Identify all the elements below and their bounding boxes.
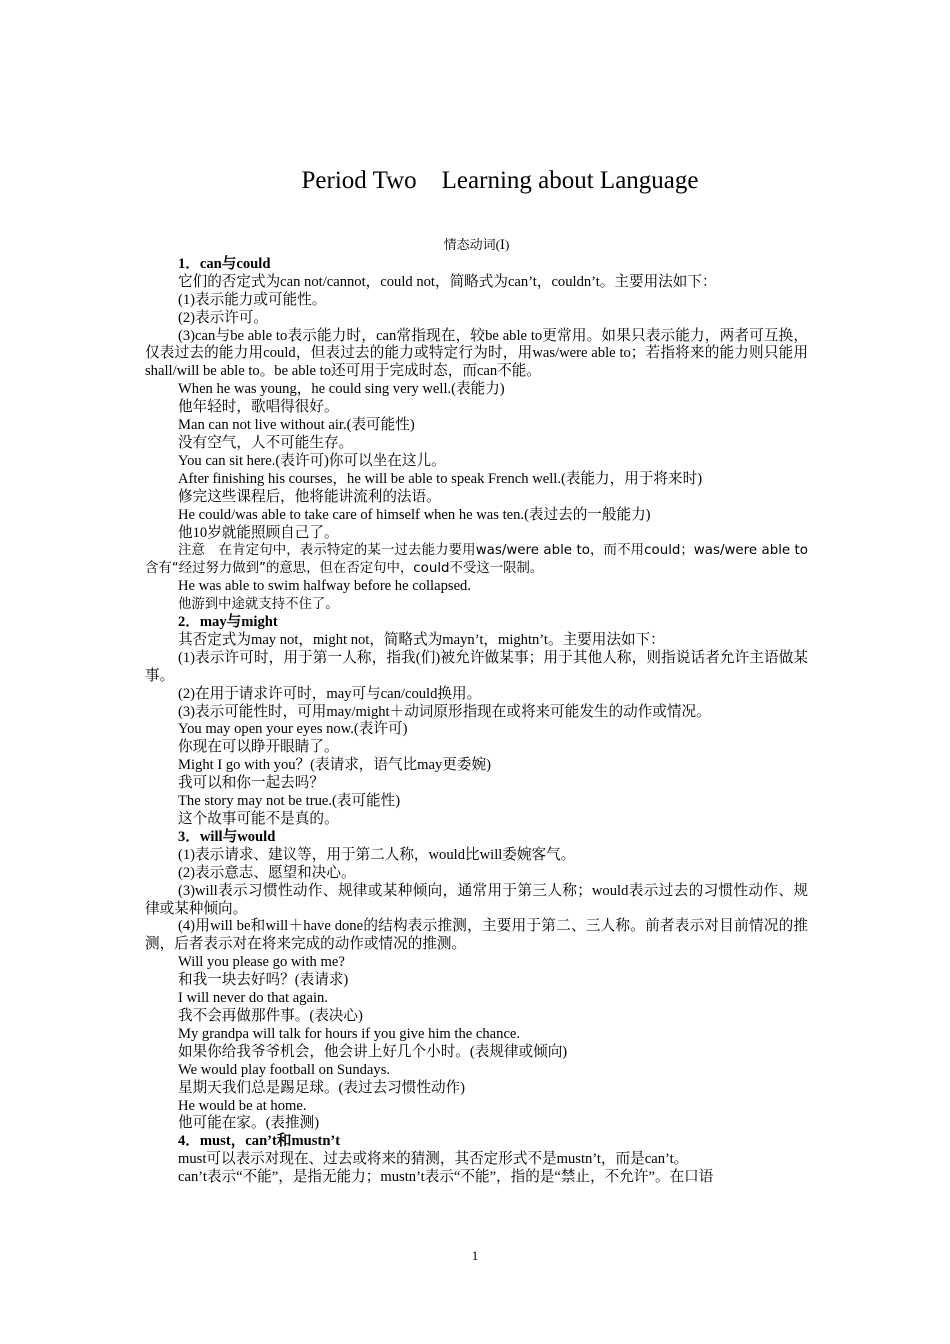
example-translation: 如果你给我爷爷机会，他会讲上好几个小时。(表规律或倾向) [178,1043,568,1060]
paragraph: (1)表示许可时，用于第一人称，指我(们)被允许做某事；用于其他人称，则指说话者允许主语做某事。 [145,649,808,684]
example-sentence: He would be at home. [178,1097,307,1114]
paragraph: (3)表示可能性时，可用may/might＋动词原形指现在或将来可能发生的动作或情况。 [178,703,711,720]
example-translation: 和我一块去好吗？(表请求) [178,972,349,989]
example-translation: 他年轻时，歌唱得很好。 [178,399,339,416]
example-sentence: After finishing his courses，he will be able to speak French well.(表能力，用于将来时) [178,470,703,487]
paragraph: 其否定式为may not，might not，简略式为mayn’t，mightn’t。主要用法如下： [178,631,665,648]
section-subtitle: 情态动词(Ⅰ) [443,237,510,252]
example-sentence: We would play football on Sundays. [178,1061,391,1078]
section-heading: 4．must，can’t和mustn’t [178,1133,341,1150]
example-sentence: You can sit here.(表许可)你可以坐在这儿。 [178,452,446,469]
example-translation: 你现在可以睁开眼睛了。 [178,739,339,756]
document-body [145,236,808,1187]
example-sentence: Will you please go with me? [178,954,345,971]
example-sentence: When he was young，he could sing very well.(表能力) [178,381,505,398]
paragraph: (3)can与be able to表示能力时，can常指现在，较be able to更常用。如果只表示能力，两者可互换，仅表过去的能力用could，但表过去的能力或特定行为时，用was/were able to；若指将来的能力则只能用shall/will be able to。be able to还可用于完成时态，而can不能。 [145,327,808,380]
example-translation: 这个故事可能不是真的。 [178,811,339,827]
paragraph: must可以表示对现在、过去或将来的猜测，其否定形式不是mustn’t，而是can’t。 [178,1151,689,1168]
example-sentence: He was able to swim halfway before he collapsed. [178,578,471,595]
example-translation: 他10岁就能照顾自己了。 [178,524,339,541]
paragraph: (2)在用于请求许可时，may可与can/could换用。 [178,685,482,702]
page-number: 1 [471,1248,479,1263]
example-sentence: Might I go with you？(表请求，语气比may更委婉) [178,757,491,774]
example-translation: 他可能在家。(表推测) [178,1115,320,1132]
paragraph: can’t表示“不能”，是指无能力；mustn’t表示“不能”，指的是“禁止，不允许”。在口语 [178,1169,714,1186]
example-sentence: My grandpa will talk for hours if you give him the chance. [178,1025,521,1042]
example-translation: 他游到中途就支持不住了。 [178,597,339,613]
example-sentence: You may open your eyes now.(表许可) [178,721,408,738]
paragraph: (3)will表示习惯性动作、规律或某种倾向，通常用于第三人称；would表示过去的习惯性动作、规律或某种倾向。 [145,882,808,917]
section-heading: 2．may与might [178,614,278,631]
paragraph: (1)表示能力或可能性。 [178,291,327,308]
section-heading: 3．will与would [178,828,276,845]
example-translation: 修完这些课程后，他将能讲流利的法语。 [178,488,441,505]
paragraph: (4)用will be和will＋have done的结构表示推测，主要用于第二、三人称。前者表示对目前情况的推测，后者表示对在将来完成的动作或情况的推测。 [145,918,808,953]
example-sentence: He could/was able to take care of himself when he was ten.(表过去的一般能力) [178,506,651,523]
example-translation: 没有空气，人不可能生存。 [178,434,354,451]
paragraph: 它们的否定式为can not/cannot，could not，简略式为can’t，couldn’t。主要用法如下： [178,273,717,290]
paragraph: (1)表示请求、建议等，用于第二人称，would比will委婉客气。 [178,846,576,863]
example-translation: 星期天我们总是踢足球。(表过去习惯性动作) [178,1079,466,1096]
note-paragraph: 注意 在肯定句中，表示特定的某一过去能力要用was/were able to，而不用could；was/were able to含有“经过努力做到”的意思，但在否定句中，could不受这一限制。 [145,543,808,577]
example-translation: 我可以和你一起去吗？ [178,775,324,792]
section-heading: 1．can与could [178,255,271,272]
example-translation: 我不会再做那件事。(表决心) [178,1007,363,1024]
paragraph: (2)表示意志、愿望和决心。 [178,864,356,881]
paragraph: (2)表示许可。 [178,309,268,326]
example-sentence: Man can not live without air.(表可能性) [178,417,415,434]
example-sentence: The story may not be true.(表可能性) [178,793,401,810]
example-sentence: I will never do that again. [178,990,328,1007]
page-title: Period Two Learning about Language [301,167,699,194]
